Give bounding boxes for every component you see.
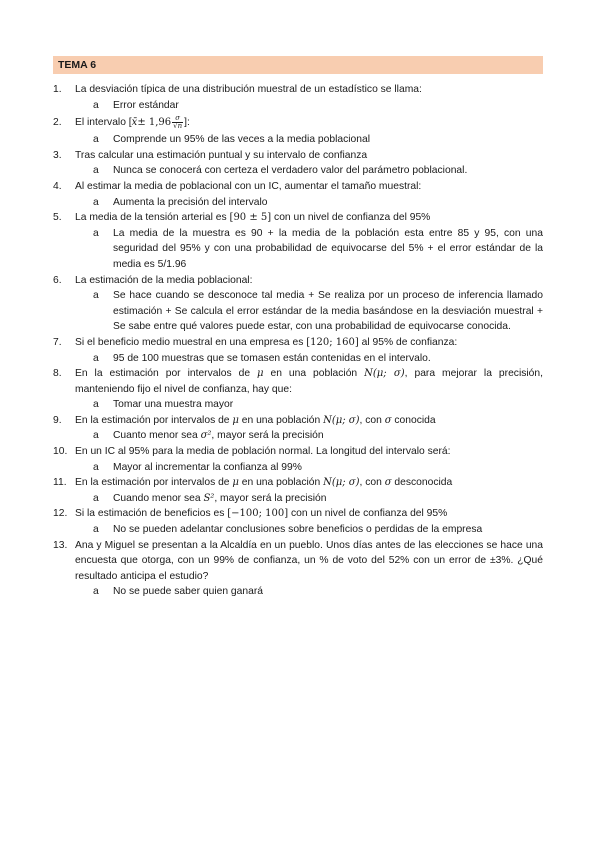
question-text: Ana y Miguel se presentan a la Alcaldía en un pueblo. Unos días antes de las elecciones se hace una encuesta que otorga, con un 99% de confianza, un % de voto del 52% con un error de ±3%. ¿Qué resultado anticipa el estudio?: [75, 539, 543, 582]
question-number: 6.: [53, 274, 62, 286]
question-text: La estimación de la media poblacional:: [75, 274, 253, 286]
answer-4: [53, 195, 543, 211]
question-9: [53, 413, 543, 429]
answer-letter: a: [93, 430, 99, 442]
population-formula: N(μ; σ): [323, 477, 360, 489]
question-number: 3.: [53, 149, 62, 161]
answer-10: [53, 460, 543, 476]
question-text: En un IC al 95% para la media de población normal. La longitud del intervalo será:: [75, 446, 451, 458]
question-text-end: , para mejorar la precisión, manteniendo fijo el nivel de confianza, hay que:: [75, 368, 543, 395]
question-number: 11.: [53, 477, 67, 489]
x-bar-symbol: x̄: [131, 117, 138, 129]
answer-text: Nunca se conocerá con certeza el verdadero valor del parámetro poblacional.: [113, 165, 468, 177]
question-1: [53, 82, 543, 98]
sigma-symbol: σ: [384, 477, 392, 489]
question-text-mid: en una población: [263, 368, 365, 380]
section-title: TEMA 6: [58, 59, 97, 71]
answer-7: [53, 351, 543, 367]
question-text-end: desconocida: [391, 477, 453, 489]
interval-formula: [120; 160]: [306, 336, 359, 348]
sigma-over-root-n: [172, 115, 183, 130]
answer-text: Cuanto menor sea: [113, 430, 201, 442]
answer-11: [53, 491, 543, 507]
question-list: [53, 82, 543, 600]
question-text-mid: en una población: [238, 477, 324, 489]
frac-numerator: σ: [172, 115, 183, 123]
sigma-symbol: σ: [384, 414, 392, 426]
question-text-end: con un nivel de confianza del 95%: [271, 212, 431, 224]
question-text-end: al 95% de confianza:: [358, 336, 458, 348]
answer-symbol: σ²: [200, 430, 212, 442]
question-number: 8.: [53, 368, 62, 380]
answer-letter: a: [93, 290, 99, 302]
question-text: En la estimación por intervalos de: [75, 477, 233, 489]
answer-text: Mayor al incrementar la confianza al 99%: [113, 461, 302, 473]
answer-5: [53, 226, 543, 273]
answer-text: Aumenta la precisión del intervalo: [113, 196, 268, 208]
answer-text: No se puede saber quien ganará: [113, 586, 263, 598]
answer-letter: a: [93, 352, 99, 364]
answer-text: Error estándar: [113, 99, 179, 111]
question-text-mid2: , con: [359, 414, 385, 426]
frac-denominator: √n: [173, 121, 183, 130]
question-number: 5.: [53, 212, 62, 224]
answer-symbol: S²: [203, 492, 215, 504]
question-10: [53, 444, 543, 460]
question-text-end: con un nivel de confianza del 95%: [288, 508, 448, 520]
answer-letter: a: [93, 524, 99, 536]
interval-formula: [90 ± 5]: [229, 212, 272, 224]
answer-text: La media de la muestra es 90 + la media de la población esta entre 85 y 95, con una seguridad del 95% y con una probabilidad de equivocarse del 5% + el error estándar de la media es 5/1.96: [113, 227, 543, 270]
population-formula: N(μ; σ): [364, 368, 405, 380]
answer-text: Cuando menor sea: [113, 492, 204, 504]
answer-letter: a: [93, 134, 99, 146]
question-text: El intervalo [: [75, 117, 132, 129]
answer-12: [53, 522, 543, 538]
question-13: [53, 538, 543, 585]
answer-text-end: , mayor será la precisión: [211, 430, 324, 442]
answer-text: Tomar una muestra mayor: [113, 399, 234, 411]
question-6: [53, 273, 543, 289]
question-2: [53, 114, 543, 132]
answer-2: [53, 132, 543, 148]
question-text: En la estimación por intervalos de: [75, 368, 258, 380]
question-11: [53, 475, 543, 491]
mu-symbol: μ: [232, 477, 239, 489]
question-number: 4.: [53, 180, 62, 192]
answer-letter: a: [93, 586, 99, 598]
answer-text: 95 de 100 muestras que se tomasen están contenidas en el intervalo.: [113, 352, 431, 364]
pm-value: ± 1,96: [137, 117, 172, 129]
question-3: [53, 148, 543, 164]
question-number: 13.: [53, 539, 68, 551]
answer-letter: a: [93, 196, 99, 208]
question-number: 12.: [53, 508, 68, 520]
section-header: [53, 56, 543, 74]
answer-9: [53, 428, 543, 444]
answer-letter: a: [93, 99, 99, 111]
answer-8: [53, 397, 543, 413]
question-number: 7.: [53, 336, 62, 348]
question-text: En la estimación por intervalos de: [75, 414, 233, 426]
answer-letter: a: [93, 165, 99, 177]
mu-symbol: μ: [232, 414, 239, 426]
question-5: [53, 210, 543, 226]
question-text-end: ]:: [184, 117, 190, 129]
question-number: 1.: [53, 84, 62, 95]
answer-13: [53, 584, 543, 600]
question-text: Tras calcular una estimación puntual y su intervalo de confianza: [75, 149, 368, 161]
question-7: [53, 335, 543, 351]
answer-letter: a: [93, 461, 99, 473]
question-text-end: conocida: [391, 414, 436, 426]
question-text: La media de la tensión arterial es: [75, 212, 230, 224]
answer-text-end: , mayor será la precisión: [214, 492, 327, 504]
question-text: Si la estimación de beneficios es: [75, 508, 228, 520]
answer-3: [53, 163, 543, 179]
population-formula: N(μ; σ): [323, 414, 360, 426]
answer-text: Comprende un 95% de las veces a la media poblacional: [113, 134, 371, 146]
question-number: 2.: [53, 117, 62, 129]
question-number: 9.: [53, 414, 62, 426]
answer-letter: a: [93, 399, 99, 411]
answer-letter: a: [93, 227, 99, 239]
answer-letter: a: [93, 492, 99, 504]
answer-6: [53, 288, 543, 335]
interval-formula: [−100; 100]: [227, 508, 289, 520]
question-text-mid: en una población: [238, 414, 324, 426]
question-text: Al estimar la media de poblacional con un IC, aumentar el tamaño muestral:: [75, 180, 422, 192]
question-text: Si el beneficio medio muestral en una empresa es: [75, 336, 307, 348]
answer-text: No se pueden adelantar conclusiones sobre beneficios o perdidas de la empresa: [113, 524, 483, 536]
question-12: [53, 506, 543, 522]
question-number: 10.: [53, 446, 68, 458]
question-text-mid2: , con: [359, 477, 385, 489]
question-8: [53, 366, 543, 397]
answer-text: Se hace cuando se desconoce tal media + Se realiza por un proceso de inferencia llamado estimación + Se calcula el error estándar de la media basándose en la desviación muestral + Se sabe entre qué valores puede estar, con una probabilidad de equivocarse conocida.: [113, 290, 543, 333]
question-text: La desviación típica de una distribución muestral de un estadístico se llama:: [75, 84, 422, 95]
question-4: [53, 179, 543, 195]
mu-symbol: μ: [257, 368, 264, 380]
answer-1: [53, 98, 543, 114]
